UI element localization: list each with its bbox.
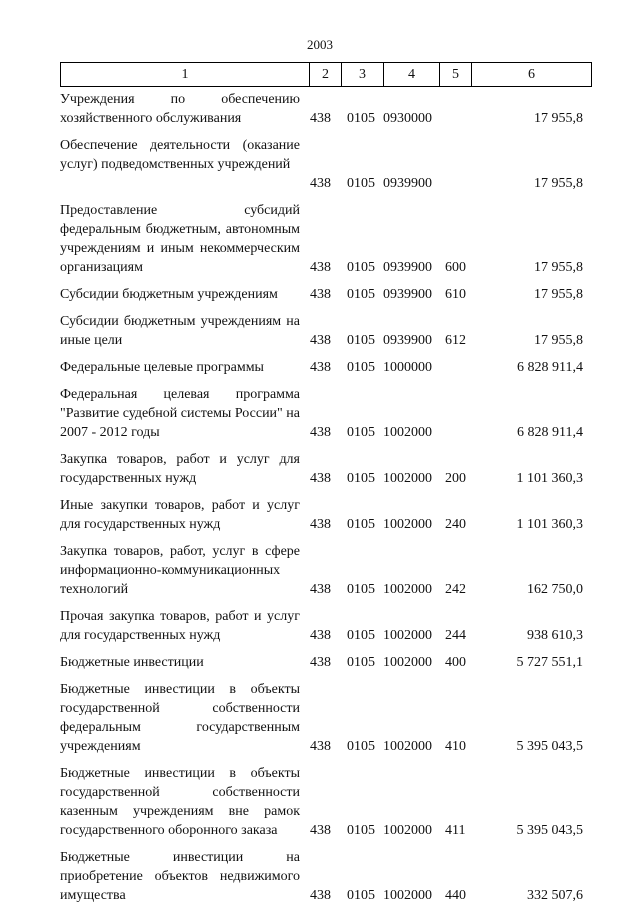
row-col-2: 438	[310, 360, 331, 375]
row-col-3: 0105	[347, 655, 375, 670]
row-col-5: 244	[445, 628, 466, 643]
row-description: Бюджетные инвестиции	[60, 655, 204, 670]
row-col-2: 438	[310, 888, 331, 903]
row-col-5: 612	[445, 333, 466, 348]
table-row	[0, 312, 640, 350]
row-col-2: 438	[310, 333, 331, 348]
row-col-3: 0105	[347, 888, 375, 903]
row-description: Закупка товаров, работ и услуг для государственных нужд	[60, 452, 300, 486]
row-col-3: 0105	[347, 471, 375, 486]
row-col-4: 1002000	[383, 739, 432, 754]
row-col-6: 332 507,6	[527, 888, 583, 903]
table-body	[0, 90, 640, 913]
table-row	[0, 680, 640, 756]
row-col-2: 438	[310, 655, 331, 670]
row-col-3: 0105	[347, 360, 375, 375]
table-row	[0, 201, 640, 277]
row-col-2: 438	[310, 628, 331, 643]
table-row	[0, 848, 640, 905]
row-col-5: 400	[445, 655, 466, 670]
row-col-6: 17 955,8	[534, 333, 583, 348]
row-description: Учреждения по обеспечению хозяйственного обслуживания	[60, 92, 300, 126]
row-col-4: 1002000	[383, 628, 432, 643]
row-col-3: 0105	[347, 111, 375, 126]
row-col-3: 0105	[347, 823, 375, 838]
row-col-5: 411	[445, 823, 466, 838]
table-row	[0, 764, 640, 840]
row-description: Субсидии бюджетным учреждениям на иные цели	[60, 314, 300, 348]
header-col-1: 1	[181, 66, 189, 82]
row-col-2: 438	[310, 287, 331, 302]
table-row	[0, 542, 640, 599]
row-description: Федеральные целевые программы	[60, 360, 264, 375]
row-description: Обеспечение деятельности (оказание услуг) подведомственных учреждений	[60, 138, 300, 172]
row-col-6: 5 727 551,1	[516, 655, 583, 670]
row-col-3: 0105	[347, 517, 375, 532]
row-col-4: 0939900	[383, 333, 432, 348]
row-col-5: 410	[445, 739, 466, 754]
row-description: Бюджетные инвестиции в объекты государственной собственности казенным учреждениям вне рамок государственного оборонного заказа	[60, 766, 300, 838]
row-col-6: 6 828 911,4	[517, 425, 583, 440]
row-col-4: 0939900	[383, 176, 432, 191]
row-col-4: 1002000	[383, 888, 432, 903]
row-col-6: 17 955,8	[534, 287, 583, 302]
row-col-3: 0105	[347, 425, 375, 440]
row-col-4: 1002000	[383, 471, 432, 486]
row-col-5: 240	[445, 517, 466, 532]
row-col-2: 438	[310, 260, 331, 275]
row-col-2: 438	[310, 739, 331, 754]
row-description: Закупка товаров, работ, услуг в сфере информационно-коммуникационных технологий	[60, 544, 300, 597]
row-col-5: 600	[445, 260, 466, 275]
row-col-4: 1000000	[383, 360, 432, 375]
row-col-6: 1 101 360,3	[516, 517, 583, 532]
row-col-6: 5 395 043,5	[516, 739, 583, 754]
row-col-2: 438	[310, 111, 331, 126]
row-description: Прочая закупка товаров, работ и услуг для государственных нужд	[60, 609, 300, 643]
row-col-5: 200	[445, 471, 466, 486]
row-description: Предоставление субсидий федеральным бюджетным, автономным учреждениям и иным некоммерческим организациям	[60, 203, 300, 275]
row-col-6: 5 395 043,5	[516, 823, 583, 838]
table-row	[0, 653, 640, 672]
row-col-6: 162 750,0	[527, 582, 583, 597]
row-col-3: 0105	[347, 628, 375, 643]
row-col-2: 438	[310, 582, 331, 597]
header-col-4: 4	[383, 63, 439, 86]
page-number: 2003	[307, 37, 333, 52]
row-col-4: 0939900	[383, 260, 432, 275]
row-description: Бюджетные инвестиции на приобретение объектов недвижимого имущества	[60, 850, 300, 903]
row-col-5: 440	[445, 888, 466, 903]
row-col-2: 438	[310, 425, 331, 440]
table-row	[0, 385, 640, 442]
table-row	[0, 496, 640, 534]
table-row	[0, 285, 640, 304]
row-col-2: 438	[310, 176, 331, 191]
row-col-4: 1002000	[383, 517, 432, 532]
header-col-5: 5	[439, 63, 471, 86]
row-col-3: 0105	[347, 287, 375, 302]
row-col-6: 17 955,8	[534, 260, 583, 275]
row-col-2: 438	[310, 471, 331, 486]
row-col-6: 17 955,8	[534, 176, 583, 191]
row-col-6: 17 955,8	[534, 111, 583, 126]
table-row	[0, 90, 640, 128]
row-col-3: 0105	[347, 176, 375, 191]
row-col-2: 438	[310, 823, 331, 838]
row-col-4: 1002000	[383, 582, 432, 597]
row-col-5: 610	[445, 287, 466, 302]
row-col-4: 1002000	[383, 823, 432, 838]
row-col-2: 438	[310, 517, 331, 532]
row-col-6: 938 610,3	[527, 628, 583, 643]
header-col-2: 2	[309, 63, 341, 86]
table-row	[0, 450, 640, 488]
table-row	[0, 607, 640, 645]
row-col-4: 0939900	[383, 287, 432, 302]
row-col-4: 0930000	[383, 111, 432, 126]
row-col-6: 6 828 911,4	[517, 360, 583, 375]
header-col-3: 3	[341, 63, 383, 86]
row-col-3: 0105	[347, 739, 375, 754]
row-col-6: 1 101 360,3	[516, 471, 583, 486]
row-description: Субсидии бюджетным учреждениям	[60, 287, 278, 302]
row-col-5: 242	[445, 582, 466, 597]
row-col-4: 1002000	[383, 425, 432, 440]
table-row	[0, 358, 640, 377]
row-description: Иные закупки товаров, работ и услуг для государственных нужд	[60, 498, 300, 532]
row-col-3: 0105	[347, 333, 375, 348]
row-col-4: 1002000	[383, 655, 432, 670]
row-description: Федеральная целевая программа "Развитие судебной системы России" на 2007 - 2012 годы	[60, 387, 300, 440]
row-description: Бюджетные инвестиции в объекты государственной собственности федеральным государственным учреждениям	[60, 682, 300, 754]
table-row	[0, 136, 640, 193]
row-col-3: 0105	[347, 260, 375, 275]
table-header	[60, 62, 592, 87]
row-col-3: 0105	[347, 582, 375, 597]
header-col-6: 6	[471, 63, 591, 86]
